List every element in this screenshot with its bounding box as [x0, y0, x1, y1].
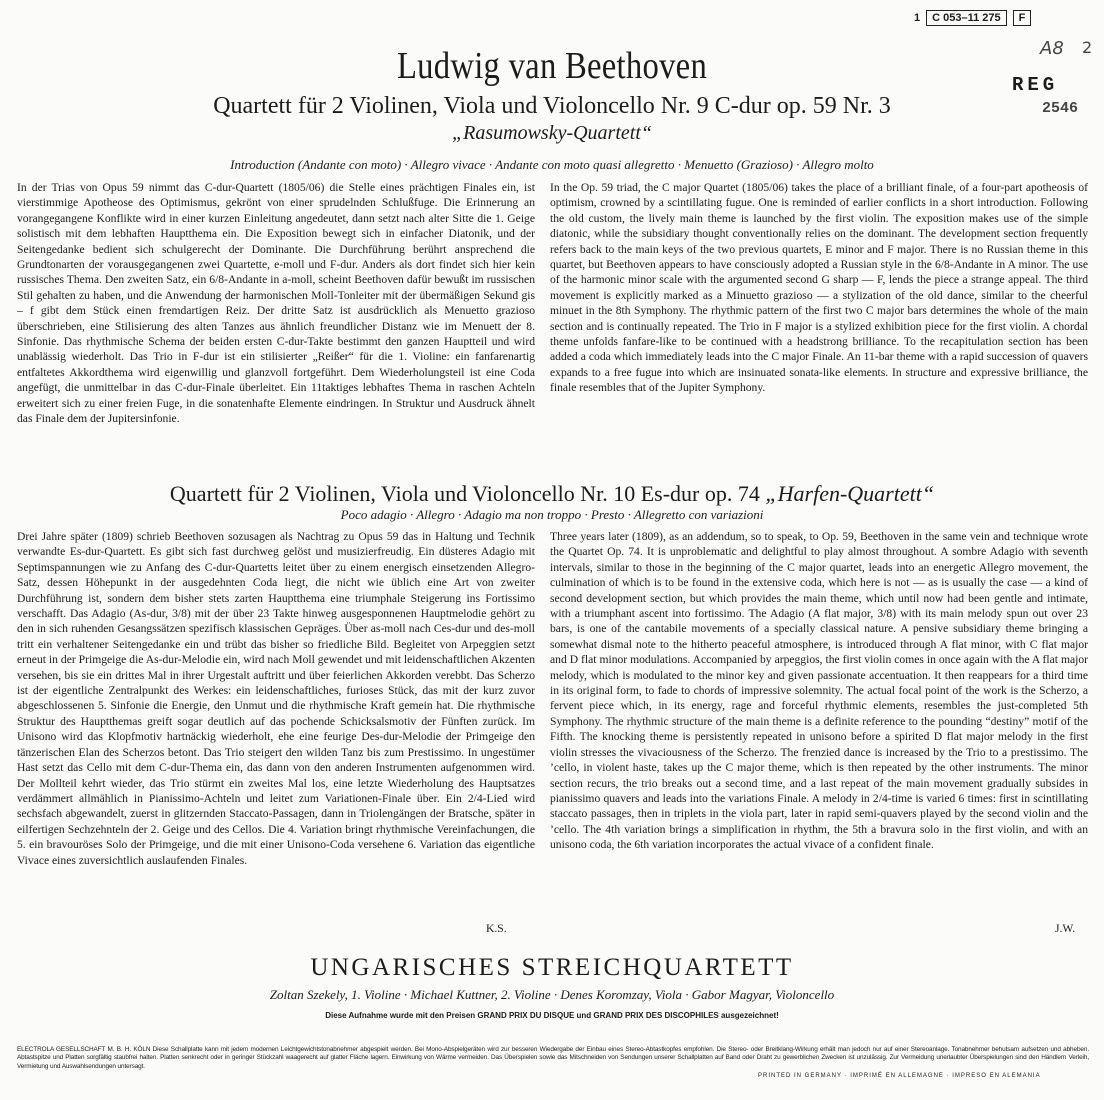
work1-english-notes: In the Op. 59 triad, the C major Quartet (1805/06) takes the place of a brilliant finale, of a four-part apotheosis of optimism, crowned by a scintillating fugue. One is reminded of earlier conflicts in a short introduction. Following the old custom, the lively main theme is launched by the first violin. The exposition makes use of the simple diatonic, while the subsidiary thought conventionally relies on the dominant. The development section frequently refers back to the main keys of the two previous quartets, E minor and F major. There is no Russian theme in this quartet, but Beethoven appears to have consciously adopted a Russian style in the 6/8-Andante in A minor. The use of the harmonic minor scale with the argumented second G sharp — F, lends the piece a strange appeal. The third movement is explicitly marked as a Minuetto grazioso — a stylization of the old dance, similar to the cheerful minuet in the 8th Symphony. The rhythmic pattern of the first two C major bars determines the whole of the main section and is continually repeated. The Trio in F major is a stylized exhibition piece for the first violin. A chordal theme unfolds fanfare-like to be continued with a headstrong brilliance. To the recapitulation section has been added a coda which immediately leads into the C major Finale. An 11-bar theme with a rapid succession of quavers expands to a free fugue into which are insinuated sonata-like elements. In structure and expressive brilliance, the finale resembles that of the Jupiter Symphony. [550, 181, 1088, 395]
work2-english-notes: Three years later (1809), as an addendum, so to speak, to Op. 59, Beethoven in the same vein and technique wrote the Quartet Op. 74. It is unproblematic and delightful to play almost throughout. A sombre Adagio with seventh intervals, similar to those in the beginning of the C major quartet, leads into an energetic Allegro movement, the culmination of which is to be found in the extensive coda, which here is not — as is usually the case — a kind of second development section, but which provides the main theme, which until now had been gentle and intimate, with a triumphant ascent into fortissimo. The Adagio (A flat major, 3/8) with its main melody spun out over 23 bars, is one of the cantabile movements of a specially classical nature. A pensive subsidiary theme bringing a somewhat dismal note to the hitherto peaceful atmosphere, is introduced through A flat minor, with C flat major and D flat minor modulations. Accompanied by arpeggios, the first violin comes in once again with the A flat major melody, which is modulated to the minor key and given passionate accentuation. It then reappears for a third time in its original form, to fade to chords of impressive solemnity. The actual focal point of the work is the Scherzo, a fervent piece which, in its energy, rage and forceful rhythmic elements, resembles the just-completed 5th Symphony. The rhythmic structure of the main theme is a definite reference to the pounding “destiny” motif of the Fifth. The knocking theme is persistently repeated in unisono before a spirited D flat major melody in the first violin stresses the vivaciousness of the Scherzo. The frenzied dance is increased by the Trio to a prestissimo. The ’cello, in violent haste, takes up the C major theme, which is then repeated by the other instruments. The minor section recurs, the trio breaks out a second time, and a last repeat of the main movement gradually subsides in pianissimo quavers and leads into the variations Finale. A melody in 2/4-time is varied 6 times: first in scintillating staccato passages, then in triplets in the viola part, later in rapid semi-quavers played by the second violin and the ’cello. The 4th variation brings a simplification in rhythm, the 5th a bravura solo in the first violin, and with an unisono coda, the 6th variation incorporates the actual vivace of a confident finale. [550, 530, 1088, 852]
side-number: 1 [914, 12, 921, 24]
composer-heading: Ludwig van Beethoven [396, 45, 708, 87]
work2-title: Quartett für 2 Violinen, Viola und Violoncello Nr. 10 Es-dur op. 74 [169, 481, 760, 506]
handwritten-note: A8 [1040, 38, 1064, 59]
printed-in-note: PRINTED IN GERMANY · IMPRIMÉ EN ALLEMAGNE · IMPRESO EN ALEMANIA [758, 1073, 1041, 1079]
catalog-letter: F [1013, 10, 1032, 26]
ensemble-members: Zoltan Szekely, 1. Violine · Michael Kuttner, 2. Violine · Denes Koromzay, Viola · Gabor Magyar, Violoncello [269, 987, 835, 1002]
legal-notice: ELECTROLA GESELLSCHAFT M. B. H. KÖLN Diese Schallplatte kann mit jedem modernen Leichtgewichtstonabnehmer abgespielt werden. Bei Mono-Abspielgeräten wird zur besseren Wiedergabe der Einbau eines Stereo-Abtastkopfes empfohlen. Die Stereo- oder Breitklang-Wirkung erhält man jedoch nur auf einer Stereoanlage. Tonabnehmer behutsam aufsetzen und abheben. Abtastspitze und Platten sorgfältig staubfrei halten. Platten senkrecht oder in geringer Stückzahl waagerecht auf glatter Fläche lagern. Einwirkung von Wärme vermeiden. Das Überspielen sowie das Mitschneiden von Sendungen unserer Schallplatten auf Band oder Draht zu gewerblichen Zwecken ist unzulässig. Zur Vermeidung unerlaubter Überspielungen sind den Händlern Verleih, Vermietung und Auswahlsendungen untersagt. [17, 1046, 1089, 1070]
work2-german-notes: Drei Jahre später (1809) schrieb Beethoven sozusagen als Nachtrag zu Opus 59 das in Haltung und Technik verwandte Es-dur-Quartett. Es gibt sich fast durchweg gelöst und musizierfreudig. Ein düsteres Adagio mit Septimspannungen wie zu Anfang des C-dur-Quartetts leitet über zu einem energisch einsetzenden Allegro-Satz, dessen Höhepunkt in der ausgedehnten Coda liegt, die nicht wie üblich eine Art von zweiter Durchführung ist, sondern dem bisher stets zarten Hauptthema eine triumphale Steigerung ins Fortissimo verschafft. Das Adagio (As-dur, 3/8) mit der über 23 Takte hinweg ausgesponnenen Hauptmelodie gehört zu den in sich ruhenden Gesangssätzen spezifisch klassischen Gepräges. Über as-moll nach Ces-dur und des-moll tritt ein verhaltener Seitengedanke ein und trübt das bisher so friedliche Bild. Begleitet von Arpeggien setzt erneut in der Primgeige die As-dur-Melodie ein, wird nach Moll gewendet und mit leidenschaftlichen Akzenten versehen, bis sie ein drittes Mal in ihrer Urgestalt auftritt und über feierlichen Akkorden verebbt. Das Scherzo ist der eigentliche Zentralpunkt des Werkes: ein leidenschaftliches, furioses Stück, das mit der kurz zuvor abgeschlossenen 5. Sinfonie die Energie, den Unmut und die rhythmische Kraft gemein hat. Die rhythmische Struktur des Hauptthemas greift sogar deutlich auf das pochende Schicksalsmotiv der Fünften zurück. Im Unisono wird das Klopfmotiv hartnäckig wiederholt, ehe eine feurige Des-dur-Melodie der Primgeige den tänzerischen Elan des Scherzos betont. Das Trio steigert den wilden Tanz bis zum Prestissimo. In ungestümer Hast setzt das Cello mit dem C-dur-Thema ein, das dann von den anderen Instrumenten aufgenommen wird. Der Mollteil kehrt wieder, das Trio stürmt ein zweites Mal los, eine letzte Wiederholung des Hauptsatzes verdämmert allmählich in Pianissimo-Achteln und leitet zum Variationen-Finale über. Ein 2/4-Lied wird sechsfach abgewandelt, zuerst in glitzernden Staccato-Passagen, dann in Triolengängen der Bratsche, später in eilfertigen Sechzehnteln der 2. Geige und des Cellos. Die 4. Variation bringt rhythmische Vereinfachungen, die 5. ein bravouröses Solo der Primgeige, und die mit einer Unisono-Coda versehene 6. Variation das eigentliche Vivace eines zuversichtlich auslaufenden Finales. [17, 530, 535, 867]
work2-movements: Poco adagio · Allegro · Adagio ma non troppo · Presto · Allegretto con variazioni [340, 507, 764, 522]
reg-stamp-number: 2546 [1042, 100, 1079, 117]
award-note: Diese Aufnahme wurde mit den Preisen GRAND PRIX DU DISQUE und GRAND PRIX DES DISCOPHILES ausgezeichnet! [325, 1011, 779, 1020]
work2-nickname: „Harfen-Quartett“ [765, 481, 935, 506]
reg-stamp: REG [1012, 74, 1059, 96]
work1-german-notes: In der Trias von Opus 59 nimmt das C-dur-Quartett (1805/06) die Stelle eines prächtigen Finales ein, ist vierstimmige Apotheose des Optimismus, gekrönt von einer sprudelnden Schlußfuge. Die Erinnerung an vorangegangene Konflikte wird in einer kurzen Einleitung angedeutet, dann setzt nach alter Sitte die 1. Geige solistisch mit dem lebhaften Hauptthema ein. Die Exposition bewegt sich in einfacher Diatonik, und der Seitengedanke bedient sich schulgerecht der Dominante. Die Durchführung berührt ansprechend die Grundtonarten der vorausgegangenen zwei Quartette, e-moll und F-dur. Anders als dort findet sich hier kein russisches Thema. Den zweiten Satz, ein 6/8-Andante in a-moll, scheint Beethoven dafür bewußt im russischen Stil gehalten zu haben, und die Anwendung der harmonischen Moll-Tonleiter mit der übermäßigen Sekund gis – f gibt dem Stück einen fremdartigen Reiz. Der dritte Satz ist ausdrücklich als Menuetto grazioso überschrieben, eine Stilisierung des alten Tanzes aus ähnlich freundlicher Distanz wie im Menuett der 8. Sinfonie. Das rhythmische Schema der beiden ersten C-dur-Takte bestimmt den ganzen Hauptteil und wird unablässig wiederholt. Das Trio in F-dur ist ein stilisierter „Reißer“ für die 1. Violine: ein fanfarenartig entfaltetes Akkordthema wird eigenwillig und glanzvoll fortgeführt. Dem Wiederholungsteil ist eine Coda angefügt, die unmittelbar in das C-dur-Finale überleitet. Ein 11taktiges lebhaftes Thema in raschen Achteln erweitert sich zu einer freien Fuge, in die sonatenhafte Elemente eindringen. In Struktur und Ausdruck ähnelt das Finale dem der Jupitersinfonie. [17, 181, 535, 426]
work1-title: Quartett für 2 Violinen, Viola und Violoncello Nr. 9 C-dur op. 59 Nr. 3 [213, 93, 891, 119]
catalog-code: C 053–11 275 [926, 10, 1007, 26]
catalog-number [914, 10, 1031, 26]
work2-heading [0, 481, 1104, 507]
english-author-initials: J.W. [1055, 922, 1076, 935]
handwritten-number: 2 [1082, 38, 1093, 57]
work1-nickname: „Rasumowsky-Quartett“ [452, 122, 652, 144]
work1-movements: Introduction (Andante con moto) · Allegro vivace · Andante con moto quasi allegretto · Menuetto (Grazioso) · Allegro molto [230, 157, 874, 172]
german-author-initials: K.S. [486, 922, 507, 935]
ensemble-name: UNGARISCHES STREICHQUARTETT [310, 954, 794, 981]
